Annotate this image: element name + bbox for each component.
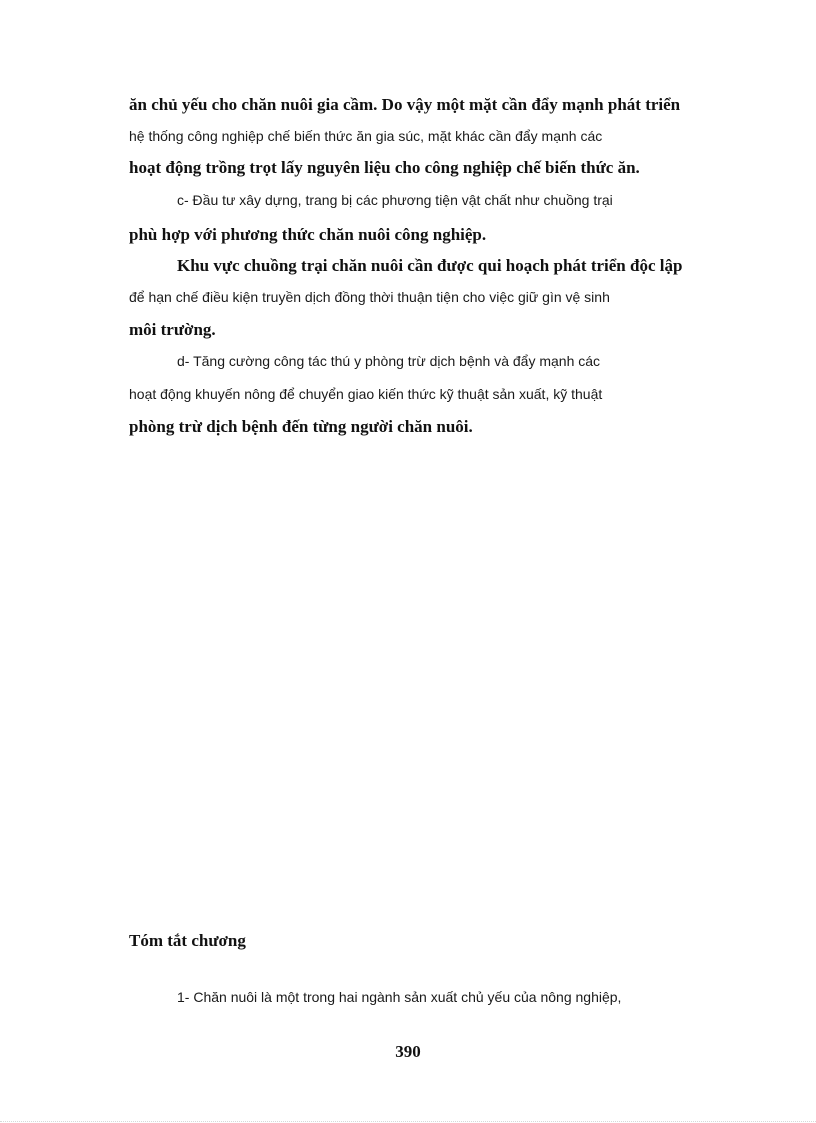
body-line-8: môi trường. (129, 320, 216, 339)
body-line-6: Khu vực chuồng trại chăn nuôi cần được qui hoạch phát triển độc lập (177, 256, 683, 275)
body-line-3: hoạt động trồng trọt lấy nguyên liệu cho công nghiệp chế biến thức ăn. (129, 158, 640, 177)
body-line-5: phù hợp với phương thức chăn nuôi công nghiệp. (129, 225, 487, 244)
body-line-4: c- Đầu tư xây dựng, trang bị các phương tiện vật chất như chuồng trại (177, 192, 613, 208)
summary-first-line: 1- Chăn nuôi là một trong hai ngành sản xuất chủ yếu của nông nghiệp, (177, 989, 622, 1005)
body-line-11: phòng trừ dịch bệnh đến từng người chăn nuôi. (129, 417, 473, 436)
page-number: 390 (395, 1042, 421, 1061)
page-bottom-edge (0, 1121, 816, 1122)
body-line-2: hệ thống công nghiệp chế biến thức ăn gia súc, mặt khác cần đẩy mạnh các (129, 128, 603, 144)
body-line-7: để hạn chế điều kiện truyền dịch đồng thời thuận tiện cho việc giữ gìn vệ sinh (129, 289, 610, 305)
body-line-1: ăn chủ yếu cho chăn nuôi gia cầm. Do vậy một mặt cần đẩy mạnh phát triển (129, 95, 681, 114)
body-line-9: d- Tăng cường công tác thú y phòng trừ dịch bệnh và đẩy mạnh các (177, 353, 601, 369)
body-line-10: hoạt động khuyến nông để chuyển giao kiến thức kỹ thuật sản xuất, kỹ thuật (129, 386, 603, 402)
summary-heading: Tóm tắt chương (129, 931, 246, 950)
